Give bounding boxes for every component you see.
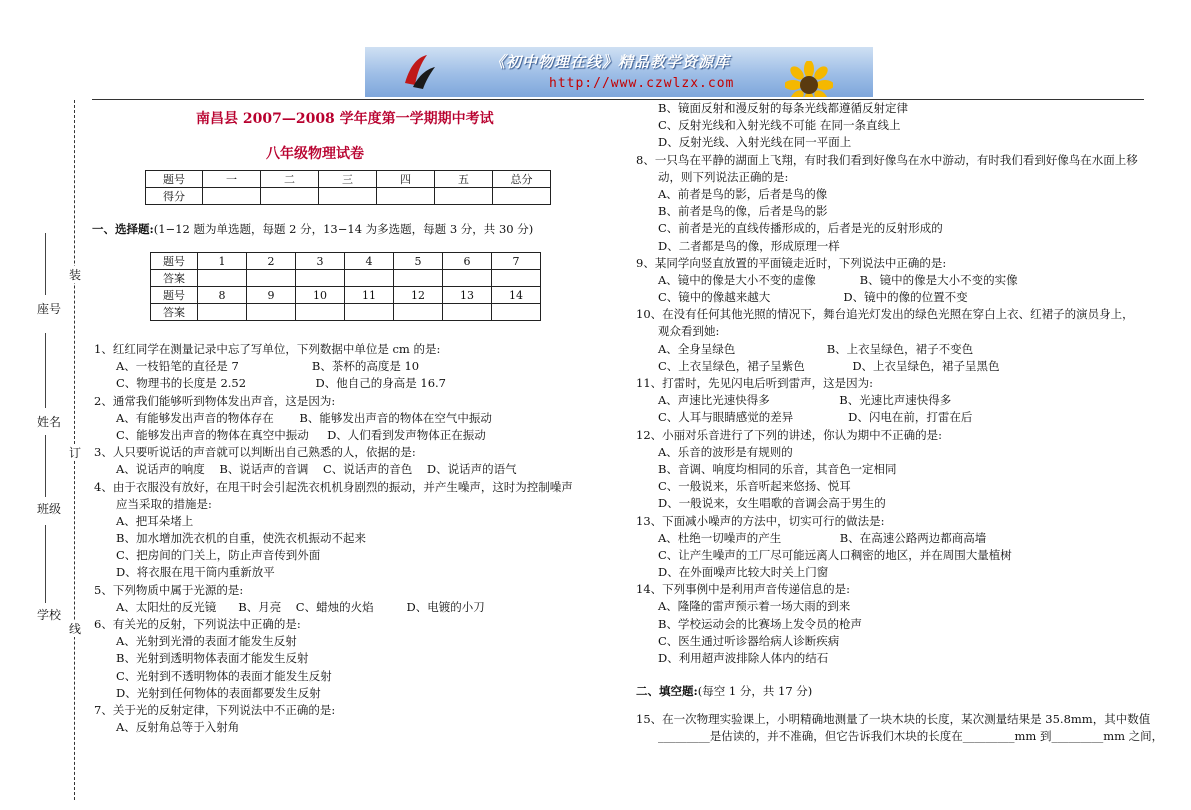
answer-cell[interactable]	[296, 270, 345, 287]
question-stem: 3、人只要听说话的声音就可以判断出自己熟悉的人，依据的是:	[94, 445, 416, 460]
answer-cell[interactable]	[492, 304, 541, 321]
score-header: 四	[377, 171, 435, 188]
question-option: C、让产生噪声的工厂尽可能远离人口稠密的地区，并在周围大量植树	[658, 547, 1012, 562]
answer-cell[interactable]	[198, 304, 247, 321]
answer-table-label: 题号	[151, 287, 198, 304]
score-table	[145, 170, 551, 205]
answer-cell[interactable]	[247, 304, 296, 321]
class-label: 班级	[37, 502, 62, 516]
question-option: 观众看到她:	[658, 324, 720, 339]
question-stem: 7、关于光的反射定律，下列说法中不正确的是:	[94, 702, 336, 717]
answer-no: 9	[247, 287, 296, 304]
question-option: C、上衣呈绿色，裙子呈紫色 D、上衣呈绿色，裙子呈黑色	[658, 358, 1000, 373]
answer-cell[interactable]	[394, 270, 443, 287]
answer-table	[150, 252, 541, 321]
question-option: A、光射到光滑的表面才能发生反射	[116, 634, 297, 649]
question-option: A、有能够发出声音的物体存在 B、能够发出声音的物体在空气中振动	[116, 410, 492, 425]
question-option: A、全身呈绿色 B、上衣呈绿色，裙子不变色	[658, 341, 974, 356]
question-option: B、光射到透明物体表面才能发生反射	[116, 651, 309, 666]
q15-line1: 15、在一次物理实验课上，小明精确地测量了一块木块的长度，某次测量结果是 35.8mm，其中数值	[636, 712, 1151, 726]
question-option: D、二者都是鸟的像，形成原理一样	[658, 238, 840, 253]
answer-no: 14	[492, 287, 541, 304]
answer-no: 1	[198, 253, 247, 270]
answer-table-label: 答案	[151, 304, 198, 321]
name-field[interactable]	[45, 333, 46, 408]
answer-no: 5	[394, 253, 443, 270]
score-header: 总分	[493, 171, 551, 188]
header-banner	[365, 47, 873, 97]
banner-title: 《初中物理在线》精品教学资源库	[490, 53, 731, 71]
answer-cell[interactable]	[443, 304, 492, 321]
answer-no: 7	[492, 253, 541, 270]
question-option: B、加水增加洗衣机的自重，使洗衣机振动不起来	[116, 531, 366, 546]
answer-cell[interactable]	[394, 304, 443, 321]
answer-cell[interactable]	[247, 270, 296, 287]
question-option: C、光射到不透明物体的表面才能发生反射	[116, 668, 332, 683]
question-stem: 11、打雷时，先见闪电后听到雷声，这是因为:	[636, 376, 874, 390]
school-field[interactable]	[45, 525, 46, 603]
question-option: A、把耳朵堵上	[116, 513, 194, 528]
question-option: C、反射光线和入射光线不可能 在同一条直线上	[658, 118, 901, 133]
zhuang-mark: 装	[69, 268, 82, 282]
banner-url[interactable]: http://www.czwlzx.com	[549, 76, 735, 91]
question-option: A、乐音的波形是有规则的	[658, 444, 793, 459]
section1-title: 一、选择题:	[92, 222, 154, 236]
answer-table-label: 题号	[151, 253, 198, 270]
answer-no: 6	[443, 253, 492, 270]
name-label: 姓名	[37, 415, 62, 429]
question-option: A、隆隆的雷声预示着一场大雨的到来	[658, 599, 851, 614]
question-option: B、音调、响度均相同的乐音，其音色一定相同	[658, 461, 897, 476]
question-option: D、一般说来，女生唱歌的音调会高于男生的	[658, 496, 886, 511]
question-stem: 2、通常我们能够听到物体发出声音，这是因为:	[94, 393, 336, 408]
question-stem: 8、一只鸟在平静的湖面上飞翔，有时我们看到好像鸟在水中游动，有时我们看到好像鸟在水面上移	[636, 152, 1138, 167]
score-cell[interactable]	[319, 188, 377, 205]
question-option: 应当采取的措施是:	[116, 496, 212, 511]
questions-left-column	[94, 341, 599, 736]
question-option: B、前者是鸟的像，后者是鸟的影	[658, 204, 828, 219]
section2-note: (每空 1 分，共 17 分)	[697, 684, 813, 698]
answer-cell[interactable]	[492, 270, 541, 287]
question-option: A、反射角总等于入射角	[116, 720, 240, 735]
answer-no: 13	[443, 287, 492, 304]
answer-no: 12	[394, 287, 443, 304]
q15-line2[interactable]: _________是估读的，并不准确，但它告诉我们木块的长度在_________mm 到_________mm 之间，	[658, 729, 1164, 744]
question-option: D、在外面噪声比较大时关上门窗	[658, 565, 829, 580]
question-option: D、反射光线、入射光线在同一平面上	[658, 135, 852, 150]
school-label: 学校	[37, 608, 62, 622]
question-stem: 9、某同学向竖直放置的平面镜走近时，下列说法中正确的是:	[636, 255, 947, 270]
question-option: C、能够发出声音的物体在真空中振动 D、人们看到发声物体正在振动	[116, 427, 486, 442]
questions-right-column	[636, 100, 1156, 667]
score-header: 二	[261, 171, 319, 188]
seat-field[interactable]	[45, 233, 46, 295]
question-option: C、人耳与眼睛感觉的差异 D、闪电在前，打雷在后	[658, 410, 973, 425]
answer-cell[interactable]	[198, 270, 247, 287]
question-option: A、杜绝一切噪声的产生 B、在高速公路两边都商高墙	[658, 530, 987, 545]
score-cell[interactable]	[435, 188, 493, 205]
answer-no: 2	[247, 253, 296, 270]
section1-note: (1−12 题为单选题，每题 2 分，13−14 为多选题，每题 3 分，共 30 分)	[153, 222, 534, 236]
question-stem: 14、下列事例中是利用声音传递信息的是:	[636, 582, 851, 597]
question-stem: 1、红红同学在测量记录中忘了写单位，下列数据中单位是 cm 的是:	[94, 342, 441, 356]
question-15	[636, 711, 1163, 745]
question-option: C、物理书的长度是 2.52 D、他自己的身高是 16.7	[116, 376, 446, 391]
question-option: C、医生通过听诊器给病人诊断疾病	[658, 633, 840, 648]
answer-table-label: 答案	[151, 270, 198, 287]
question-option: B、学校运动会的比赛场上发令员的枪声	[658, 616, 862, 631]
answer-cell[interactable]	[296, 304, 345, 321]
answer-no: 11	[345, 287, 394, 304]
class-field[interactable]	[45, 435, 46, 497]
section1-heading	[92, 221, 533, 238]
score-cell[interactable]	[261, 188, 319, 205]
question-option: D、将衣服在甩干筒内重新放平	[116, 565, 275, 580]
score-header: 五	[435, 171, 493, 188]
answer-no: 4	[345, 253, 394, 270]
sunflower-icon	[785, 61, 833, 97]
score-cell[interactable]	[493, 188, 551, 205]
answer-cell[interactable]	[443, 270, 492, 287]
section2-title: 二、填空题:	[636, 684, 698, 698]
xian-mark: 线	[69, 622, 82, 636]
question-option: A、前者是鸟的影，后者是鸟的像	[658, 186, 828, 201]
score-header: 题号	[146, 171, 203, 188]
question-stem: 10、在没有任何其他光照的情况下，舞台追光灯发出的绿色光照在穿白上衣、红裙子的演员身上，	[636, 307, 1134, 322]
question-option: C、把房间的门关上，防止声音传到外面	[116, 548, 321, 563]
section2-heading	[636, 683, 812, 700]
question-option: C、镜中的像越来越大 D、镜中的像的位置不变	[658, 290, 968, 305]
score-row-label: 得分	[146, 188, 203, 205]
question-option: A、太阳灶的反光镜 B、月亮 C、蜡烛的火焰 D、电镀的小刀	[116, 599, 485, 614]
answer-no: 10	[296, 287, 345, 304]
question-option: C、前者是光的直线传播形成的，后者是光的反射形成的	[658, 221, 943, 236]
question-option: D、利用超声波排除人体内的结石	[658, 651, 829, 665]
exam-subtitle: 八年级物理试卷	[266, 146, 364, 162]
question-stem: 13、下面减小噪声的方法中，切实可行的做法是:	[636, 513, 885, 528]
question-option: A、说话声的响度 B、说话声的音调 C、说话声的音色 D、说话声的语气	[116, 462, 517, 477]
score-header: 一	[203, 171, 261, 188]
question-option: 动，则下列说法正确的是:	[658, 169, 789, 184]
seat-label: 座号	[37, 302, 62, 316]
question-stem: 4、由于衣服没有放好，在甩干时会引起洗衣机机身剧烈的振动，并产生噪声，这时为控制噪声	[94, 479, 573, 494]
question-stem: 6、有关光的反射，下列说法中正确的是:	[94, 617, 301, 631]
question-option: A、一枝铅笔的直径是 7 B、茶杯的高度是 10	[116, 359, 420, 374]
ding-mark: 订	[69, 446, 82, 460]
logo-icon	[397, 53, 437, 91]
question-option: A、声速比光速快得多 B、光速比声速快得多	[658, 393, 952, 408]
score-cell[interactable]	[377, 188, 435, 205]
score-header: 三	[319, 171, 377, 188]
question-option: C、一般说来，乐音听起来悠扬、悦耳	[658, 479, 851, 494]
question-option: D、光射到任何物体的表面都要发生反射	[116, 685, 321, 700]
score-cell[interactable]	[203, 188, 261, 205]
answer-cell[interactable]	[345, 304, 394, 321]
answer-no: 8	[198, 287, 247, 304]
question-option: B、镜面反射和漫反射的每条光线都遵循反射定律	[658, 101, 908, 115]
question-stem: 5、下列物质中属于光源的是:	[94, 582, 244, 597]
answer-no: 3	[296, 253, 345, 270]
question-option: A、镜中的像是大小不变的虚像 B、镜中的像是大小不变的实像	[658, 272, 1018, 287]
exam-title: 南昌县 2007—2008 学年度第一学期期中考试	[196, 111, 494, 127]
answer-cell[interactable]	[345, 270, 394, 287]
question-stem: 12、小丽对乐音进行了下列的讲述，你认为期中不正确的是:	[636, 427, 943, 442]
